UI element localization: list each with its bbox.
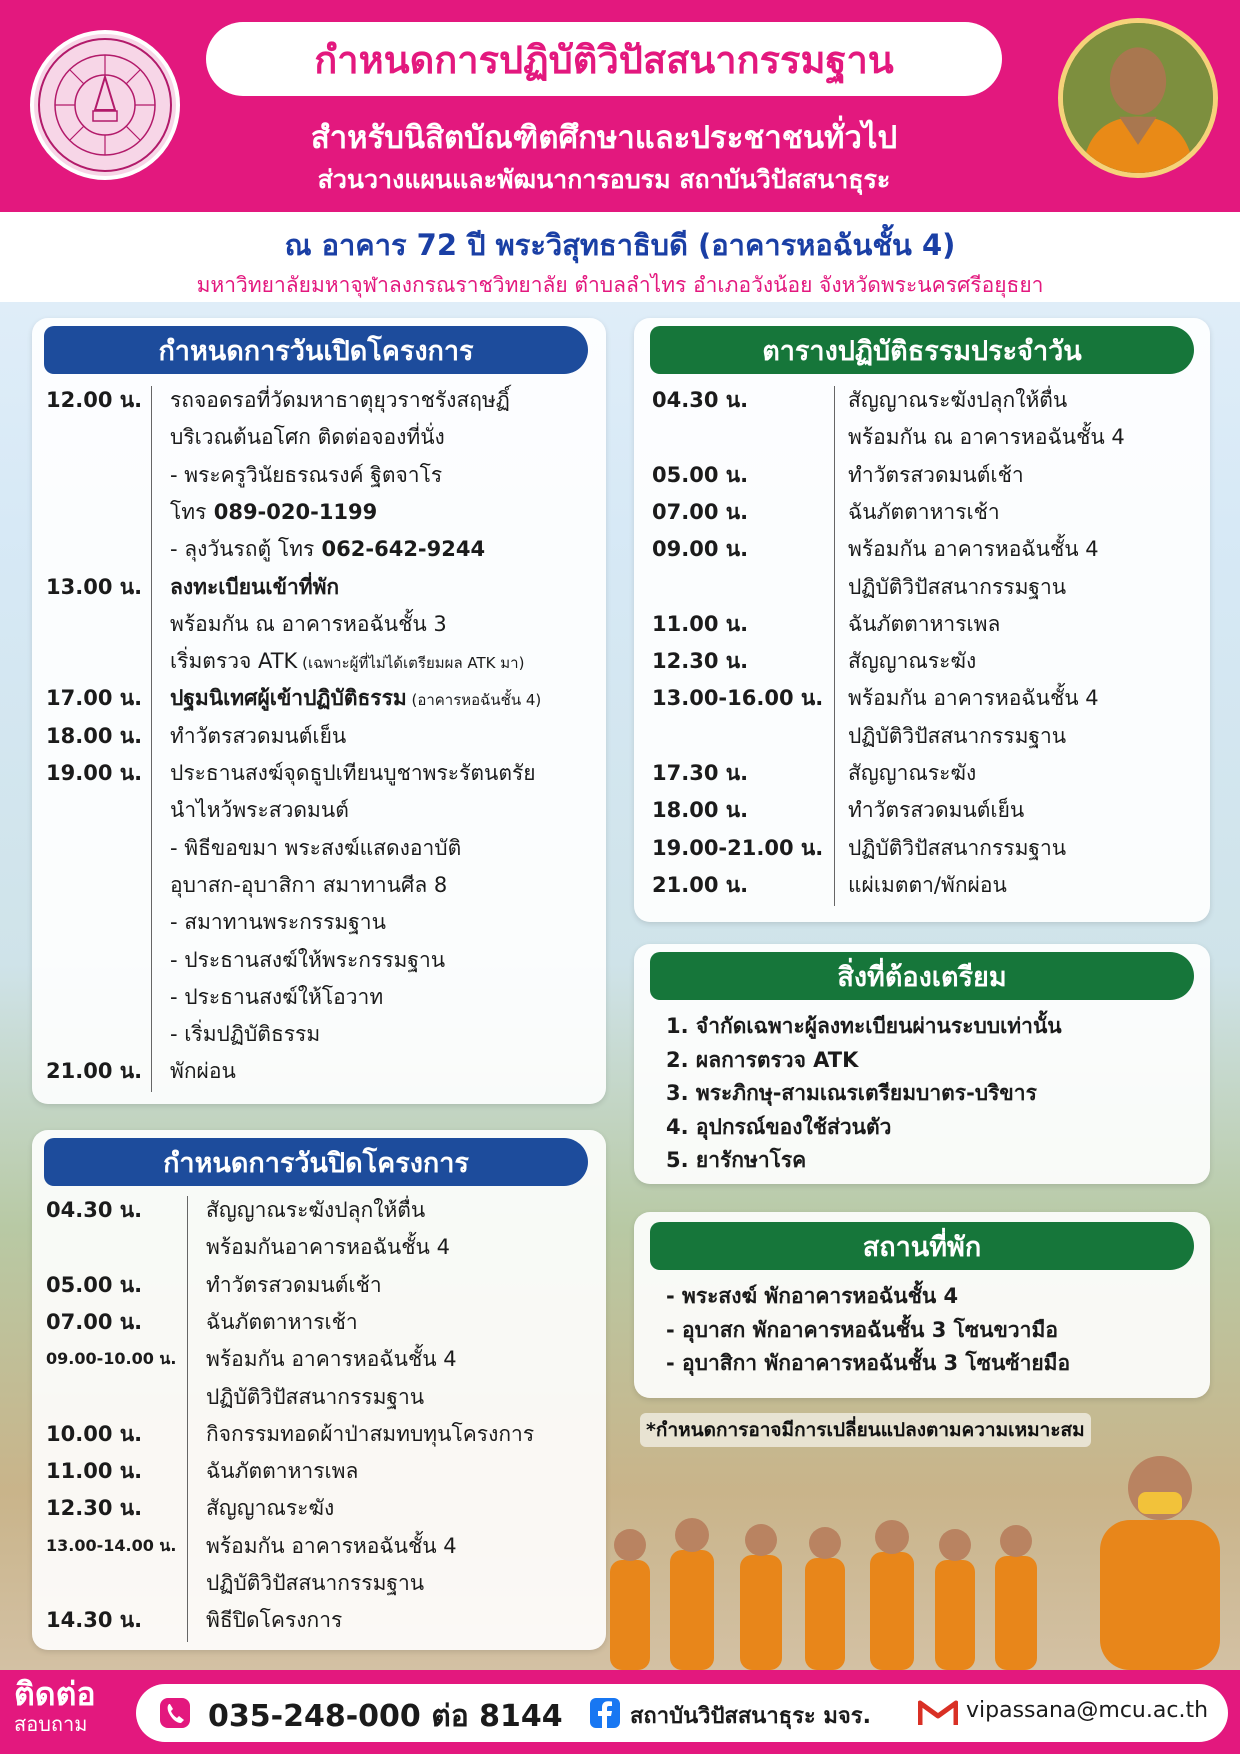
activity-text: ฉันภัตตาหารเพล [848, 611, 1001, 636]
schedule-row [652, 645, 1202, 682]
schedule-time: 10.00 น. [46, 1421, 143, 1446]
activity-highlight: ปฐมนิเทศผู้เข้าปฏิบัติธรรม [170, 686, 407, 711]
schedule-row [652, 496, 1202, 533]
schedule-row [652, 832, 1202, 869]
activity-text: ประธานสงฆ์จุดธูปเทียนบูชาพระรัตนตรัย [170, 761, 536, 785]
activity-highlight: ลงทะเบียนเข้าที่พัก [170, 574, 340, 599]
schedule-activity [170, 981, 383, 1014]
gmail-icon [918, 1699, 958, 1727]
activity-text: ปฏิบัติวิปัสสนากรรมฐาน [848, 574, 1067, 599]
facebook-page[interactable]: สถาบันวิปัสสนาธุระ มจร. [630, 1704, 871, 1729]
schedule-time: 11.00 น. [652, 611, 749, 636]
schedule-activity [848, 682, 1099, 715]
schedule-row [652, 757, 1202, 794]
schedule-time: 14.30 น. [46, 1608, 143, 1633]
preparation-panel [634, 944, 1210, 1184]
list-item: - พระสงฆ์ พักอาคารหอฉันชั้น 4 [666, 1284, 959, 1308]
opening-day-title: กำหนดการวันเปิดโครงการ [44, 326, 588, 374]
schedule-activity [848, 794, 1024, 827]
schedule-time: 13.00-16.00 น. [652, 686, 824, 711]
activity-text: ทำวัตรสวดมนต์เช้า [206, 1272, 382, 1297]
lodging-title: สถานที่พัก [650, 1222, 1194, 1270]
schedule-row [652, 421, 1202, 458]
schedule-time: 09.00 น. [652, 537, 749, 562]
schedule-row [652, 459, 1202, 496]
daily-schedule-title: ตารางปฏิบัติธรรมประจำวัน [650, 326, 1194, 374]
schedule-activity [170, 645, 524, 678]
schedule-row [46, 682, 596, 719]
schedule-time: 09.00-10.00 น. [46, 1349, 177, 1369]
schedule-row [46, 1231, 596, 1268]
activity-text: สัญญาณระฆัง [848, 761, 977, 785]
contact-label-sub: สอบถาม [14, 1712, 88, 1736]
schedule-row [46, 421, 596, 458]
activity-note: (เฉพาะผู้ที่ไม่ได้เตรียมผล ATK มา) [297, 654, 525, 673]
schedule-activity [848, 421, 1125, 454]
schedule-activity [848, 533, 1099, 566]
activity-text: โทร [170, 499, 207, 524]
activity-text: สัญญาณระฆัง [206, 1496, 335, 1521]
activity-text: ปฏิบัติวิปัสสนากรรมฐาน [206, 1571, 425, 1595]
schedule-time: 13.00-14.00 น. [46, 1535, 177, 1555]
activity-text: พร้อมกัน อาคารหอฉันชั้น 4 [848, 686, 1099, 711]
schedule-activity [206, 1492, 334, 1525]
schedule-time: 07.00 น. [652, 499, 749, 524]
schedule-time: 11.00 น. [46, 1459, 143, 1484]
schedule-row [46, 1269, 596, 1306]
phone-number[interactable]: 035-248-000 ต่อ 8144 [208, 1699, 563, 1734]
header-banner [0, 0, 1240, 212]
activity-text: ฉันภัตตาหารเช้า [206, 1309, 358, 1334]
list-item: - อุบาสิกา พักอาคารหอฉันชั้น 3 โซนซ้ายมือ [666, 1351, 1071, 1375]
schedule-activity [206, 1530, 457, 1563]
schedule-time: 07.00 น. [46, 1309, 143, 1334]
schedule-row [46, 1567, 596, 1604]
schedule-activity [206, 1455, 358, 1488]
schedule-activity [848, 720, 1066, 753]
schedule-activity [170, 571, 339, 604]
lodging-panel [634, 1212, 1210, 1398]
schedule-row [652, 571, 1202, 608]
schedule-activity [170, 533, 485, 566]
schedule-row [46, 1492, 596, 1529]
phone-icon [158, 1696, 192, 1730]
activity-text: - พระครูวินัยธรณรงค์ ฐิตจาโร [170, 462, 443, 487]
schedule-time: 17.00 น. [46, 686, 143, 711]
schedule-activity [848, 645, 976, 678]
schedule-activity [206, 1306, 358, 1339]
schedule-activity [170, 421, 445, 454]
schedule-row [46, 869, 596, 906]
schedule-row [652, 682, 1202, 719]
schedule-time: 17.30 น. [652, 761, 749, 785]
contact-label-main: ติดต่อ [14, 1675, 96, 1713]
activity-note: (อาคารหอฉันชั้น 4) [406, 691, 542, 710]
activity-text: สัญญาณระฆังปลุกให้ตื่น [206, 1198, 426, 1222]
schedule-row [46, 794, 596, 831]
contact-label [14, 1675, 96, 1736]
schedule-row [46, 1306, 596, 1343]
schedule-activity [848, 757, 976, 790]
list-item: - อุบาสก พักอาคารหอฉันชั้น 3 โซนขวามือ [666, 1317, 1058, 1342]
activity-text: พร้อมกันอาคารหอฉันชั้น 4 [206, 1235, 450, 1260]
activity-text: - ลุงวันรถตู้ โทร [170, 537, 315, 562]
schedule-time: 21.00 น. [46, 1059, 143, 1084]
schedule-row [46, 1604, 596, 1641]
university-seal-icon [30, 30, 180, 180]
activity-text: พร้อมกัน อาคารหอฉันชั้น 4 [206, 1347, 457, 1372]
activity-text: ปฏิบัติวิปัสสนากรรมฐาน [206, 1384, 425, 1409]
schedule-row [46, 1343, 596, 1380]
activity-text: เริ่มตรวจ ATK [170, 649, 298, 674]
schedule-row [652, 533, 1202, 570]
activity-text: ฉันภัตตาหารเพล [206, 1459, 359, 1484]
schedule-row [652, 720, 1202, 757]
schedule-time: 04.30 น. [46, 1198, 143, 1222]
activity-text: พร้อมกัน อาคารหอฉันชั้น 4 [206, 1533, 457, 1558]
schedule-row [46, 459, 596, 496]
activity-text: - พิธีขอขมา พระสงฆ์แสดงอาบัติ [170, 835, 462, 860]
schedule-activity [170, 1018, 320, 1051]
activity-text: อุบาสก-อุบาสิกา สมาทานศีล 8 [170, 872, 448, 897]
schedule-row [46, 645, 596, 682]
activity-highlight: 062-642-9244 [314, 537, 486, 562]
daily-schedule-panel [634, 318, 1210, 922]
schedule-change-note: *กำหนดการอาจมีการเปลี่ยนแปลงตามความเหมาะสม [640, 1413, 1091, 1447]
schedule-time: 04.30 น. [652, 388, 749, 412]
schedule-row [46, 384, 596, 421]
monks-photo-image [600, 1440, 1240, 1670]
activity-text: ปฏิบัติวิปัสสนากรรมฐาน [848, 835, 1067, 860]
schedule-activity [206, 1269, 382, 1302]
activity-text: - ประธานสงฆ์ให้โอวาท [170, 984, 384, 1009]
schedule-row [652, 794, 1202, 831]
schedule-activity [848, 869, 1007, 902]
preparation-title: สิ่งที่ต้องเตรียม [650, 952, 1194, 1000]
activity-text: นำไหว้พระสวดมนต์ [170, 798, 349, 823]
schedule-row [46, 981, 596, 1018]
schedule-row [46, 1194, 596, 1231]
schedule-activity [170, 944, 445, 977]
schedule-time: 19.00-21.00 น. [652, 835, 824, 860]
schedule-activity [206, 1604, 342, 1637]
venue-address: มหาวิทยาลัยมหาจุฬาลงกรณราชวิทยาลัย ตำบลลำไทร อำเภอวังน้อย จังหวัดพระนครศรีอยุธยา [196, 273, 1044, 297]
activity-text: ปฏิบัติวิปัสสนากรรมฐาน [848, 723, 1067, 748]
schedule-activity [206, 1231, 450, 1264]
schedule-time: 19.00 น. [46, 761, 143, 785]
page-title: กำหนดการปฏิบัติวิปัสสนากรรมฐาน [206, 22, 1002, 96]
activity-text: สัญญาณระฆังปลุกให้ตื่น [848, 388, 1068, 412]
activity-text: - ประธานสงฆ์ให้พระกรรมฐาน [170, 947, 446, 972]
activity-text: ทำวัตรสวดมนต์เย็น [848, 798, 1025, 823]
organizer-line: ส่วนวางแผนและพัฒนาการอบรม สถาบันวิปัสสนาธุระ [317, 165, 891, 194]
schedule-row [46, 1381, 596, 1418]
contact-footer [0, 1670, 1240, 1754]
schedule-row [46, 1455, 596, 1492]
activity-text: สัญญาณระฆัง [848, 649, 977, 674]
schedule-activity [170, 869, 447, 902]
page-subtitle: สำหรับนิสิตบัณฑิตศึกษาและประชาชนทั่วไป [310, 120, 898, 156]
schedule-row [46, 906, 596, 943]
schedule-row [46, 1418, 596, 1455]
schedule-activity [170, 906, 386, 939]
schedule-activity [170, 608, 447, 641]
schedule-activity [848, 496, 1000, 529]
activity-text: รถจอดรอที่วัดมหาธาตุยุวราชรังสฤษฏิ์ [170, 388, 510, 412]
facebook-icon [590, 1698, 620, 1728]
list-item: 5. ยารักษาโรค [666, 1148, 807, 1172]
activity-text: ทำวัตรสวดมนต์เย็น [170, 723, 347, 748]
activity-text: พร้อมกัน ณ อาคารหอฉันชั้น 4 [848, 425, 1125, 450]
schedule-activity [170, 757, 536, 790]
schedule-activity [848, 384, 1067, 417]
schedule-activity [170, 1055, 236, 1088]
activity-text: - เริ่มปฏิบัติธรรม [170, 1022, 321, 1047]
schedule-time: 18.00 น. [46, 723, 143, 748]
activity-text: ทำวัตรสวดมนต์เช้า [848, 462, 1024, 487]
schedule-time: 18.00 น. [652, 798, 749, 823]
schedule-row [46, 757, 596, 794]
schedule-activity [170, 794, 349, 827]
activity-highlight: 089-020-1199 [206, 499, 378, 524]
schedule-activity [170, 682, 541, 715]
opening-day-panel [32, 318, 606, 1104]
schedule-row [46, 533, 596, 570]
schedule-activity [170, 384, 510, 417]
schedule-activity [206, 1418, 534, 1451]
schedule-row [46, 720, 596, 757]
closing-day-panel [32, 1130, 606, 1650]
schedule-row [652, 384, 1202, 421]
activity-text: พิธีปิดโครงการ [206, 1608, 343, 1633]
schedule-activity [206, 1381, 424, 1414]
schedule-row [46, 832, 596, 869]
schedule-row [46, 608, 596, 645]
activity-text: พักผ่อน [170, 1059, 236, 1084]
list-item: 1. จำกัดเฉพาะผู้ลงทะเบียนผ่านระบบเท่านั้น [666, 1014, 1062, 1038]
schedule-time: 12.30 น. [652, 649, 749, 674]
schedule-row [46, 571, 596, 608]
schedule-row [46, 1055, 596, 1092]
monk-portrait-image [1058, 18, 1218, 178]
list-item: 4. อุปกรณ์ของใช้ส่วนตัว [666, 1114, 892, 1139]
schedule-activity [170, 459, 442, 492]
schedule-row [652, 869, 1202, 906]
list-item: 2. ผลการตรวจ ATK [666, 1047, 859, 1072]
schedule-activity [848, 608, 1000, 641]
closing-day-title: กำหนดการวันปิดโครงการ [44, 1138, 588, 1186]
schedule-time: 05.00 น. [652, 462, 749, 487]
schedule-row [652, 608, 1202, 645]
schedule-row [46, 1018, 596, 1055]
activity-text: - สมาทานพระกรรมฐาน [170, 910, 386, 935]
schedule-time: 13.00 น. [46, 574, 143, 599]
venue-building: ณ อาคาร 72 ปี พระวิสุทธาธิบดี (อาคารหอฉันชั้น 4) [284, 228, 956, 262]
schedule-activity [848, 832, 1066, 865]
schedule-activity [848, 571, 1066, 604]
schedule-activity [206, 1343, 457, 1376]
activity-text: แผ่เมตตา/พักผ่อน [848, 872, 1007, 897]
schedule-time: 12.30 น. [46, 1496, 143, 1521]
schedule-activity [170, 720, 346, 753]
schedule-activity [848, 459, 1024, 492]
activity-text: บริเวณต้นอโศก ติดต่อจองที่นั่ง [170, 425, 445, 450]
schedule-row [46, 944, 596, 981]
venue-band [0, 212, 1240, 302]
activity-text: กิจกรรมทอดผ้าป่าสมทบทุนโครงการ [206, 1421, 535, 1446]
schedule-activity [170, 832, 461, 865]
schedule-row [46, 1530, 596, 1567]
activity-text: ฉันภัตตาหารเช้า [848, 499, 1000, 524]
schedule-activity [170, 496, 377, 529]
list-item: 3. พระภิกษุ-สามเณรเตรียมบาตร-บริขาร [666, 1081, 1037, 1105]
schedule-time: 21.00 น. [652, 872, 749, 897]
schedule-row [46, 496, 596, 533]
schedule-time: 05.00 น. [46, 1272, 143, 1297]
schedule-activity [206, 1194, 425, 1227]
schedule-activity [206, 1567, 424, 1600]
schedule-time: 12.00 น. [46, 388, 143, 412]
activity-text: พร้อมกัน อาคารหอฉันชั้น 4 [848, 537, 1099, 562]
activity-text: พร้อมกัน ณ อาคารหอฉันชั้น 3 [170, 611, 447, 636]
email-address[interactable]: vipassana@mcu.ac.th [966, 1698, 1209, 1723]
contact-bar [136, 1684, 1228, 1742]
